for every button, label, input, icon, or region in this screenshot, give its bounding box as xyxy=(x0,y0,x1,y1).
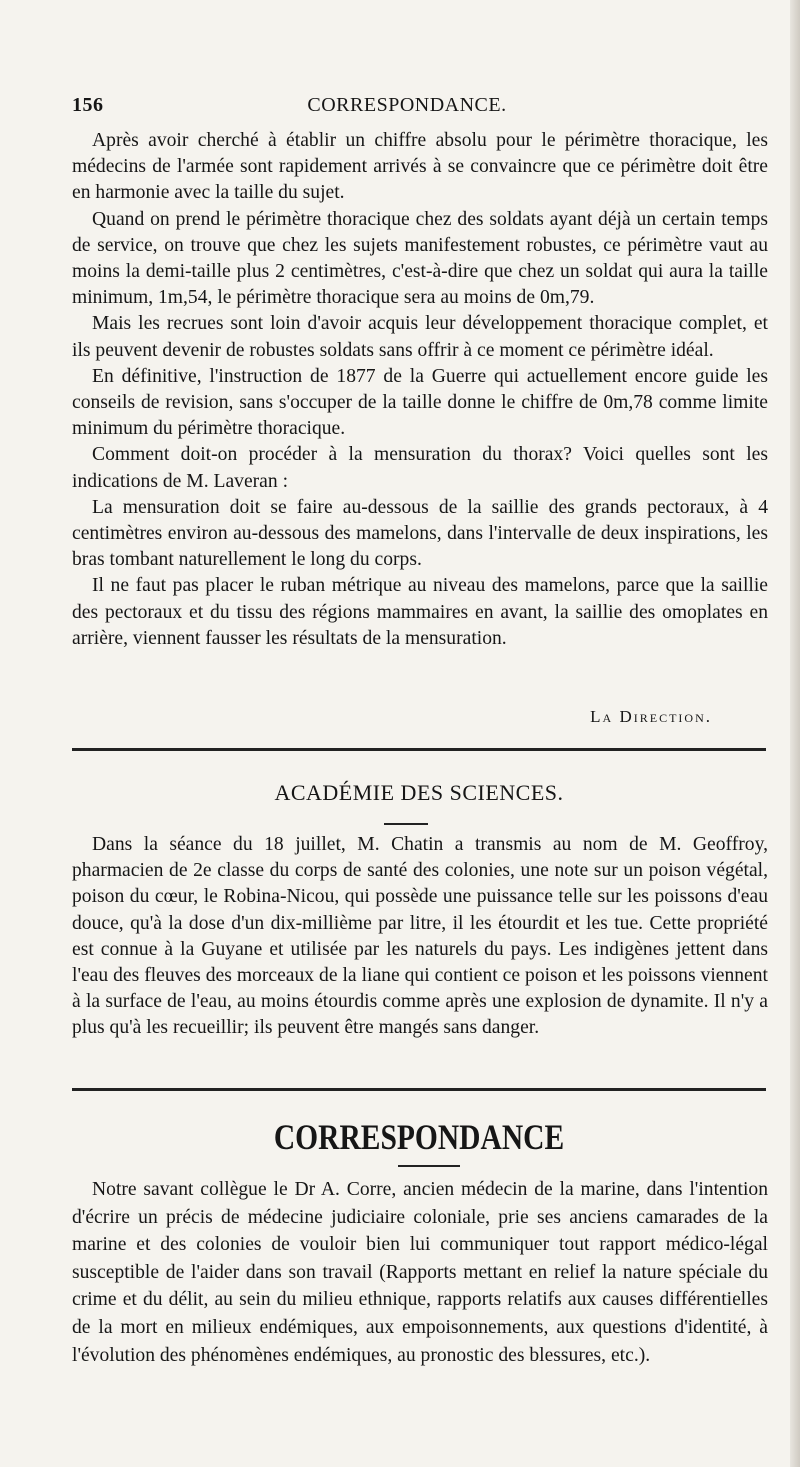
paragraph: La mensuration doit se faire au-dessous de la saillie des grands pectoraux, à 4 centimètres environ au-dessous des mamelons, dans l'intervalle de deux inspirations, les bras tombant naturellement le long du corps. xyxy=(72,496,768,571)
heading-underline xyxy=(384,823,428,825)
heading-underline xyxy=(398,1165,460,1167)
section-divider xyxy=(72,748,766,751)
paragraph: En définitive, l'instruction de 1877 de la Guerre qui actuellement encore guide les conseils de revision, sans s'occuper de la taille donne le chiffre de 0m,78 comme limite minimum du périmètre thoracique. xyxy=(72,365,768,440)
correspondance-heading: CORRESPONDANCE xyxy=(273,1117,565,1157)
academie-text xyxy=(72,832,768,1042)
section-divider xyxy=(72,1088,766,1091)
paragraph: Quand on prend le périmètre thoracique chez des soldats ayant déjà un certain temps de service, on trouve que chez les sujets manifestement robustes, ce périmètre vaut au moins la demi-taille plus 2 centimètres, c'est-à-dire que chez un soldat qui aura la taille minimum, 1m,54, le périmètre thoracique sera au moins de 0m,79. xyxy=(72,208,768,309)
academie-heading: ACADÉMIE DES SCIENCES. xyxy=(274,780,564,805)
running-title: CORRESPONDANCE. xyxy=(307,94,507,116)
running-header xyxy=(72,94,742,124)
correspondance-text xyxy=(72,1176,768,1369)
paragraph: Il ne faut pas placer le ruban métrique au niveau des mamelons, parce que la saillie des pectoraux et du tissu des régions mammaires en avant, la saillie des omoplates en arrière, viennent fausser les résultats de la mensuration. xyxy=(72,575,768,649)
paragraph: Dans la séance du 18 juillet, M. Chatin a transmis au nom de M. Geoffroy, pharmacien de 2e classe du corps de santé des colonies, une note sur un poison végétal, poison du cœur, le Robina-Nicou, qui possède une puissance telle sur les poissons d'eau douce, qu'à la dose d'un dix-millième par litre, il les étourdit et les tue. Cette propriété est connue à la Guyane et utilisée par les naturels du pays. Les indigènes jettent dans l'eau des fleuves des morceaux de la liane qui contient ce poison et les poissons viennent à la surface de l'eau, au moins étourdis comme après une explosion de dynamite. Il n'y a plus qu'à les recueillir; ils peuvent être mangés sans danger. xyxy=(72,834,768,1039)
paragraph: Comment doit-on procéder à la mensuration du thorax? Voici quelles sont les indications de M. Laveran : xyxy=(72,444,768,492)
paragraph: Notre savant collègue le Dr A. Corre, ancien médecin de la marine, dans l'intention d'écrire un précis de médecine judiciaire coloniale, prie ses anciens camarades de la marine et des colonies de vouloir bien lui communiquer tout rapport médico-légal susceptible de l'aider dans son travail (Rapports mettant en relief la nature spéciale du crime et du délit, au sein du milieu ethnique, rapports relatifs aux causes différentielles de la mort en milieux endémiques, aux empoisonnements, aux questions d'identité, à l'évolution des phénomènes endémiques, au pronostic des blessures, etc.). xyxy=(72,1179,768,1366)
page-number: 156 xyxy=(72,94,104,116)
paragraph: Après avoir cherché à établir un chiffre absolu pour le périmètre thoracique, les médecins de l'armée sont rapidement arrivés à se convaincre que ce périmètre doit être en harmonie avec la taille du sujet. xyxy=(72,130,768,204)
paragraph: Mais les recrues sont loin d'avoir acquis leur développement thoracique complet, et ils peuvent devenir de robustes soldats sans offrir à ce moment ce périmètre idéal. xyxy=(72,313,768,361)
signature-la-direction: La Direction. xyxy=(590,707,712,726)
correspondance-continued-text xyxy=(72,128,768,652)
page-edge-shadow xyxy=(790,0,800,1467)
